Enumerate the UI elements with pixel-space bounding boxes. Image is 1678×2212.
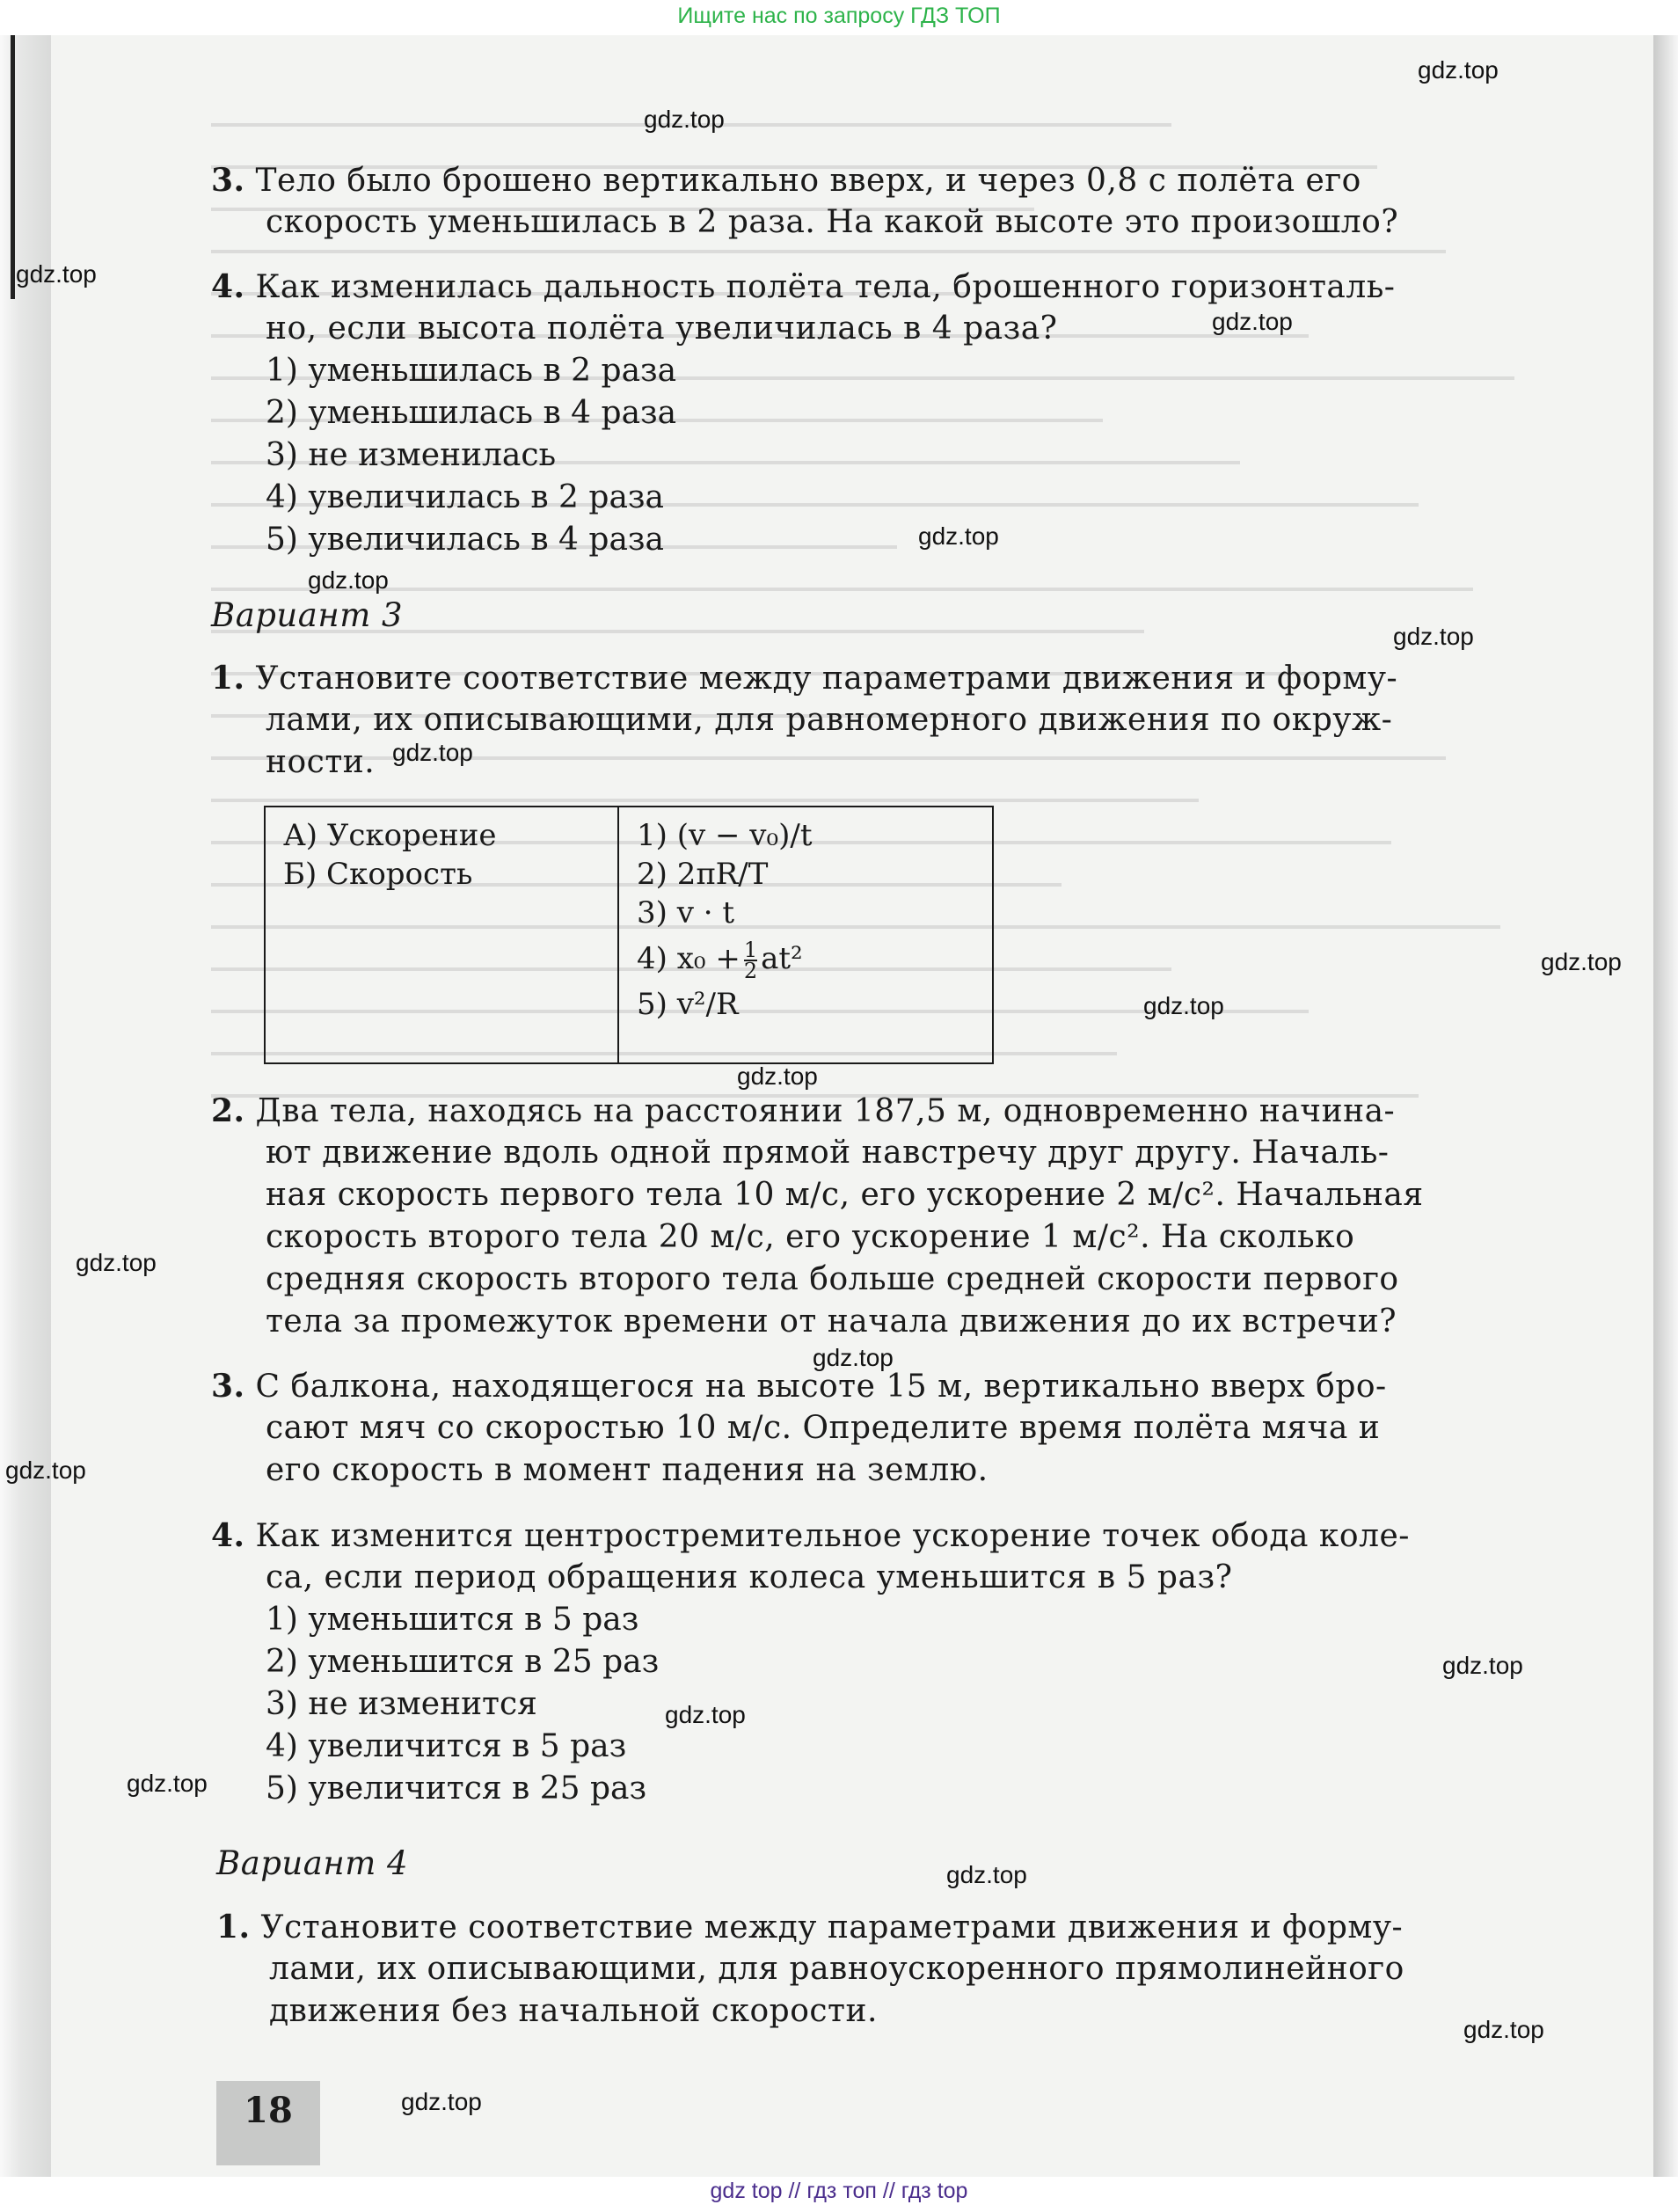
task-line: его скорость в момент падения на землю.	[266, 1452, 989, 1488]
task-line: ная скорость первого тела 10 м/с, его ускорение 2 м/с². Начальная	[266, 1177, 1424, 1213]
task-line: но, если высота полёта увеличилась в 4 раза?	[266, 310, 1058, 347]
watermark: gdz.top	[1418, 56, 1499, 84]
task-line: скорость уменьшилась в 2 раза. На какой высоте это произошло?	[266, 204, 1399, 240]
variant-heading: Вариант 4	[216, 1844, 409, 1882]
task-number: 4.	[211, 268, 245, 305]
binding-edge	[11, 35, 15, 299]
book-binding	[0, 35, 51, 2181]
watermark: gdz.top	[946, 1861, 1027, 1888]
watermark: gdz.top	[737, 1062, 818, 1090]
task-number: 1.	[216, 1909, 251, 1946]
formula-item: 4) x₀ + $\frac{1}{2}$ at²	[637, 938, 803, 983]
site-footer-links[interactable]: gdz top // гдз топ // гдз top	[710, 2179, 968, 2203]
answer-option: 4) увеличится в 5 раз	[266, 1728, 627, 1764]
formulas-column	[618, 807, 993, 1063]
task-line: движения без начальной скорости.	[269, 1993, 878, 2029]
task-number: 1.	[211, 660, 245, 697]
task-number: 3.	[211, 1368, 245, 1405]
task-line: лами, их описывающими, для равномерного движения по окруж-	[266, 702, 1393, 738]
task-line: ности.	[266, 744, 376, 780]
answer-option: 1) уменьшится в 5 раз	[266, 1602, 639, 1638]
watermark: gdz.top	[5, 1456, 86, 1484]
answer-option: 2) уменьшится в 25 раз	[266, 1644, 660, 1680]
page-number: 18	[244, 2090, 293, 2131]
answer-option: 5) увеличится в 25 раз	[266, 1770, 647, 1807]
task-line: скорость второго тела 20 м/с, его ускорение 1 м/с². На сколько	[266, 1219, 1355, 1255]
watermark: gdz.top	[392, 739, 473, 766]
watermark: gdz.top	[644, 106, 725, 133]
task-number: 3.	[211, 162, 245, 199]
task-line: 1. Установите соответствие между параметрами движения и форму-	[211, 660, 1398, 697]
formula-item: 3) v · t	[637, 895, 734, 931]
formula-item: 2) 2πR/T	[637, 857, 769, 892]
watermark: gdz.top	[1393, 623, 1474, 650]
site-banner[interactable]: Ищите нас по запросу ГДЗ ТОП	[677, 4, 1001, 28]
watermark: gdz.top	[127, 1770, 208, 1797]
watermark: gdz.top	[1212, 308, 1293, 335]
formula-item: 1) (v − v₀)/t	[637, 818, 813, 853]
task-line: 3. Тело было брошено вертикально вверх, и через 0,8 с полёта его	[211, 162, 1361, 199]
watermark: gdz.top	[401, 2088, 482, 2115]
task-line: лами, их описывающими, для равноускоренного прямолинейного	[269, 1951, 1404, 1987]
answer-option: 2) уменьшилась в 4 раза	[266, 395, 677, 431]
watermark: gdz.top	[1463, 2016, 1544, 2043]
answer-option: 1) уменьшилась в 2 раза	[266, 353, 677, 389]
task-line: ют движение вдоль одной прямой навстречу друг другу. Началь-	[266, 1135, 1390, 1171]
answer-option: 3) не изменилась	[266, 437, 557, 473]
task-line: тела за промежуток времени от начала движения до их встречи?	[266, 1303, 1397, 1340]
watermark: gdz.top	[16, 260, 97, 288]
watermark: gdz.top	[1541, 948, 1622, 975]
variant-heading: Вариант 3	[211, 596, 404, 634]
parameters-column	[265, 807, 618, 1063]
task-line: средняя скорость второго тела больше средней скорости первого	[266, 1261, 1399, 1297]
parameter-item: А) Ускорение	[283, 818, 497, 853]
answer-option: 4) увеличилась в 2 раза	[266, 479, 665, 515]
task-line: 2. Два тела, находясь на расстоянии 187,5 м, одновременно начина-	[211, 1092, 1396, 1129]
watermark: gdz.top	[1143, 992, 1224, 1019]
matching-table	[264, 806, 994, 1064]
answer-option: 3) не изменится	[266, 1686, 537, 1722]
task-line: сают мяч со скоростью 10 м/с. Определите время полёта мяча и	[266, 1410, 1381, 1446]
watermark: gdz.top	[1442, 1652, 1523, 1679]
watermark: gdz.top	[308, 566, 389, 594]
task-line: са, если период обращения колеса уменьшится в 5 раз?	[266, 1559, 1233, 1595]
parameter-item: Б) Скорость	[283, 857, 473, 892]
task-line: 1. Установите соответствие между параметрами движения и форму-	[216, 1909, 1404, 1946]
task-number: 4.	[211, 1517, 245, 1554]
watermark: gdz.top	[76, 1249, 157, 1276]
fraction-one-half: $\frac{1}{2}$	[743, 938, 758, 983]
task-line: 4. Как изменится центростремительное ускорение точек обода коле-	[211, 1517, 1410, 1554]
page-edge	[1653, 0, 1678, 2212]
watermark: gdz.top	[918, 522, 999, 550]
task-line: 4. Как изменилась дальность полёта тела, брошенного горизонталь-	[211, 268, 1396, 305]
task-line: 3. С балкона, находящегося на высоте 15 м, вертикально вверх бро-	[211, 1368, 1387, 1405]
answer-option: 5) увеличилась в 4 раза	[266, 522, 665, 558]
formula-item: 5) v²/R	[637, 987, 739, 1022]
task-number: 2.	[211, 1092, 245, 1129]
watermark: gdz.top	[813, 1344, 894, 1371]
watermark: gdz.top	[665, 1701, 746, 1728]
